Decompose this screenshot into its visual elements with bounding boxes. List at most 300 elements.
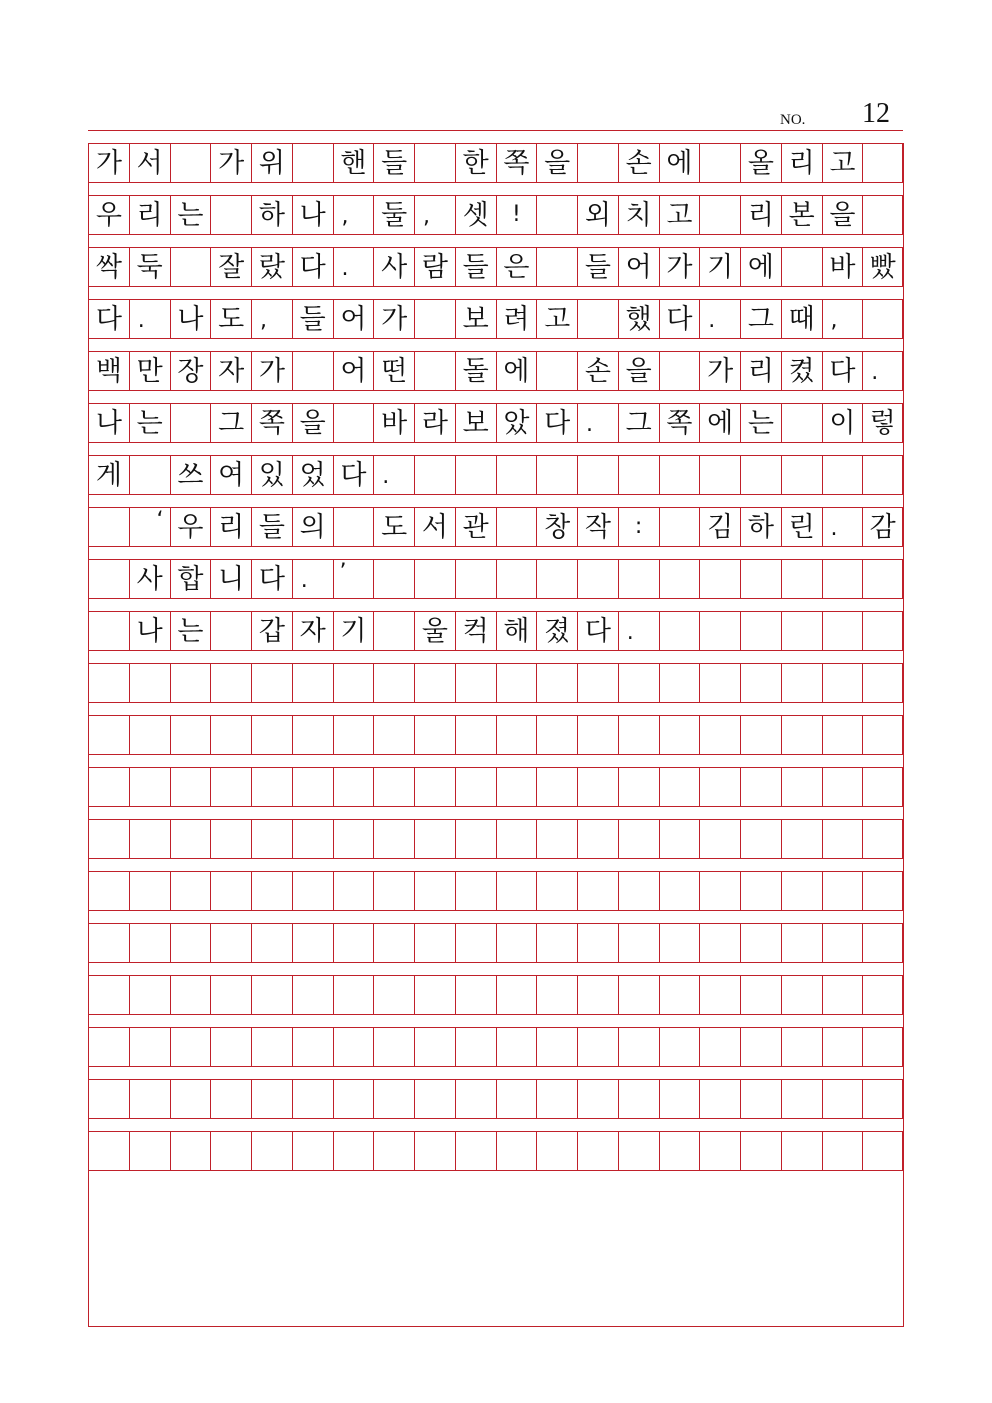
- grid-cell: [210, 923, 251, 963]
- grid-cell: [292, 143, 333, 183]
- grid-cell: 핸: [333, 143, 374, 183]
- grid-cell: [129, 819, 170, 859]
- grid-cell: 리: [740, 351, 781, 391]
- grid-cell: [496, 1027, 537, 1067]
- grid-cell: [740, 1079, 781, 1119]
- grid-cell: 장: [170, 351, 211, 391]
- grid-cell: 사: [373, 247, 414, 287]
- grid-cell: [659, 611, 700, 651]
- grid-cell: [699, 455, 740, 495]
- grid-cell: 고: [659, 195, 700, 235]
- grid-cell: [251, 715, 292, 755]
- grid-cell: 들: [373, 143, 414, 183]
- grid-cell: [822, 871, 863, 911]
- grid-cell: [373, 975, 414, 1015]
- grid-cell: 위: [251, 143, 292, 183]
- grid-cell: [618, 1079, 659, 1119]
- grid-cell: [455, 975, 496, 1015]
- grid-cell: [659, 507, 700, 547]
- grid-cell: [455, 663, 496, 703]
- grid-cell: [781, 1079, 822, 1119]
- grid-cell: [659, 975, 700, 1015]
- grid-cell: 우: [88, 195, 129, 235]
- grid-cell: [88, 1027, 129, 1067]
- grid-row: [88, 247, 903, 287]
- grid-cell: [129, 1027, 170, 1067]
- grid-cell: 니: [210, 559, 251, 599]
- grid-cell: [536, 1131, 577, 1171]
- grid-cell: .: [333, 247, 374, 287]
- grid-cell: [862, 1027, 903, 1067]
- grid-cell: 다: [333, 455, 374, 495]
- grid-row: [88, 195, 903, 235]
- grid-cell: 가: [373, 299, 414, 339]
- grid-cell: [577, 1131, 618, 1171]
- grid-cell: [292, 1131, 333, 1171]
- grid-cell: [455, 715, 496, 755]
- grid-cell: [659, 1079, 700, 1119]
- grid-cell: [577, 871, 618, 911]
- grid-row: [88, 663, 903, 703]
- grid-cell: [414, 819, 455, 859]
- grid-cell: [414, 975, 455, 1015]
- grid-cell: [496, 819, 537, 859]
- grid-cell: 에: [496, 351, 537, 391]
- grid-cell: [210, 1131, 251, 1171]
- grid-cell: [822, 663, 863, 703]
- grid-cell: [333, 403, 374, 443]
- grid-cell: [129, 923, 170, 963]
- grid-cell: [536, 195, 577, 235]
- grid-cell: [373, 1131, 414, 1171]
- grid-cell: [210, 195, 251, 235]
- grid-cell: 떤: [373, 351, 414, 391]
- grid-cell: [170, 1079, 211, 1119]
- grid-cell: [740, 819, 781, 859]
- grid-cell: [862, 559, 903, 599]
- grid-cell: [822, 611, 863, 651]
- grid-cell: [88, 611, 129, 651]
- grid-cell: 는: [740, 403, 781, 443]
- grid-row: [88, 767, 903, 807]
- grid-cell: 는: [170, 611, 211, 651]
- grid-cell: .: [373, 455, 414, 495]
- grid-cell: [740, 923, 781, 963]
- grid-cell: [170, 1027, 211, 1067]
- grid-cell: 손: [577, 351, 618, 391]
- grid-cell: [781, 715, 822, 755]
- grid-cell: [414, 1027, 455, 1067]
- grid-cell: [373, 715, 414, 755]
- grid-cell: [373, 1027, 414, 1067]
- grid-cell: [536, 559, 577, 599]
- grid-cell: 의: [292, 507, 333, 547]
- grid-cell: [170, 975, 211, 1015]
- grid-cell: 라: [414, 403, 455, 443]
- grid-cell: [699, 715, 740, 755]
- grid-cell: [699, 975, 740, 1015]
- grid-cell: .: [822, 507, 863, 547]
- grid-cell: 싹: [88, 247, 129, 287]
- grid-cell: [292, 923, 333, 963]
- grid-cell: [455, 1131, 496, 1171]
- grid-cell: [292, 975, 333, 1015]
- grid-cell: ,: [822, 299, 863, 339]
- grid-cell: [414, 559, 455, 599]
- grid-cell: 들: [292, 299, 333, 339]
- grid-cell: [210, 871, 251, 911]
- grid-cell: 보: [455, 299, 496, 339]
- grid-cell: 랐: [251, 247, 292, 287]
- grid-cell: [88, 975, 129, 1015]
- grid-cell: [781, 247, 822, 287]
- grid-cell: [414, 663, 455, 703]
- grid-cell: [333, 819, 374, 859]
- grid-cell: [170, 923, 211, 963]
- grid-cell: [496, 715, 537, 755]
- grid-cell: [618, 871, 659, 911]
- grid-cell: [781, 871, 822, 911]
- grid-cell: [577, 143, 618, 183]
- grid-cell: [659, 715, 700, 755]
- grid-cell: [455, 819, 496, 859]
- grid-cell: [210, 819, 251, 859]
- grid-cell: [496, 507, 537, 547]
- grid-cell: 나: [170, 299, 211, 339]
- grid-cell: ,: [251, 299, 292, 339]
- grid-cell: [373, 1079, 414, 1119]
- grid-cell: [251, 663, 292, 703]
- grid-row: [88, 351, 903, 391]
- grid-cell: [414, 715, 455, 755]
- grid-cell: [659, 871, 700, 911]
- grid-cell: 했: [618, 299, 659, 339]
- grid-cell: 하: [740, 507, 781, 547]
- grid-row: [88, 1027, 903, 1067]
- grid-cell: [251, 767, 292, 807]
- grid-cell: 다: [536, 403, 577, 443]
- grid-cell: [536, 351, 577, 391]
- header-rule: [88, 130, 903, 131]
- grid-cell: [618, 715, 659, 755]
- grid-row: [88, 1079, 903, 1119]
- grid-cell: 해: [496, 611, 537, 651]
- grid-cell: 셋: [455, 195, 496, 235]
- grid-cell: 나: [88, 403, 129, 443]
- grid-cell: [618, 455, 659, 495]
- grid-row: [88, 507, 903, 547]
- grid-cell: [414, 923, 455, 963]
- grid-cell: [577, 923, 618, 963]
- grid-cell: [496, 663, 537, 703]
- grid-cell: [170, 247, 211, 287]
- grid-cell: [373, 767, 414, 807]
- grid-cell: [577, 715, 618, 755]
- grid-cell: [781, 1027, 822, 1067]
- grid-cell: 본: [781, 195, 822, 235]
- grid-cell: [618, 1131, 659, 1171]
- grid-cell: [862, 663, 903, 703]
- grid-cell: [292, 663, 333, 703]
- grid-cell: [292, 819, 333, 859]
- grid-cell: [292, 1079, 333, 1119]
- grid-cell: [740, 767, 781, 807]
- grid-cell: .: [292, 559, 333, 599]
- grid-row: [88, 923, 903, 963]
- grid-cell: [88, 507, 129, 547]
- grid-row: [88, 455, 903, 495]
- grid-cell: 다: [251, 559, 292, 599]
- grid-cell: [414, 143, 455, 183]
- grid-cell: 한: [455, 143, 496, 183]
- grid-cell: [862, 1079, 903, 1119]
- grid-cell: [822, 559, 863, 599]
- grid-cell: [333, 923, 374, 963]
- grid-cell: 람: [414, 247, 455, 287]
- grid-cell: [577, 1079, 618, 1119]
- grid-cell: 다: [659, 299, 700, 339]
- grid-cell: 을: [292, 403, 333, 443]
- grid-cell: [333, 1079, 374, 1119]
- grid-cell: 기: [333, 611, 374, 651]
- grid-cell: [740, 715, 781, 755]
- grid-cell: [740, 1027, 781, 1067]
- grid-cell: 관: [455, 507, 496, 547]
- grid-row: [88, 871, 903, 911]
- grid-cell: [781, 663, 822, 703]
- grid-cell: [455, 767, 496, 807]
- grid-cell: [88, 559, 129, 599]
- grid-cell: [210, 663, 251, 703]
- grid-cell: [333, 767, 374, 807]
- grid-cell: 감: [862, 507, 903, 547]
- grid-cell: [496, 975, 537, 1015]
- grid-cell: 는: [129, 403, 170, 443]
- grid-cell: [455, 455, 496, 495]
- grid-cell: [414, 1131, 455, 1171]
- grid-cell: 쪽: [251, 403, 292, 443]
- grid-row: [88, 975, 903, 1015]
- grid-cell: 가: [659, 247, 700, 287]
- grid-cell: [659, 819, 700, 859]
- grid-cell: 다: [822, 351, 863, 391]
- grid-cell: [170, 1131, 211, 1171]
- grid-cell: 바: [373, 403, 414, 443]
- grid-cell: [862, 143, 903, 183]
- grid-cell: 들: [577, 247, 618, 287]
- grid-cell: 도: [210, 299, 251, 339]
- grid-row: [88, 143, 903, 183]
- grid-cell: [740, 975, 781, 1015]
- grid-cell: [251, 923, 292, 963]
- grid-cell: [88, 819, 129, 859]
- grid-cell: 어: [618, 247, 659, 287]
- grid-cell: ’: [333, 559, 374, 599]
- grid-cell: [781, 455, 822, 495]
- page-number-header: [740, 98, 900, 130]
- grid-cell: [496, 767, 537, 807]
- grid-cell: 켰: [781, 351, 822, 391]
- grid-cell: [618, 975, 659, 1015]
- grid-cell: !: [496, 195, 537, 235]
- grid-cell: [536, 715, 577, 755]
- grid-cell: [577, 819, 618, 859]
- grid-cell: [740, 611, 781, 651]
- grid-cell: 그: [740, 299, 781, 339]
- grid-cell: [740, 871, 781, 911]
- grid-cell: 에: [740, 247, 781, 287]
- grid-cell: 을: [822, 195, 863, 235]
- grid-cell: [496, 559, 537, 599]
- grid-cell: 바: [822, 247, 863, 287]
- grid-cell: .: [577, 403, 618, 443]
- grid-cell: 리: [129, 195, 170, 235]
- grid-cell: [496, 1079, 537, 1119]
- grid-cell: [822, 1079, 863, 1119]
- grid-cell: 렇: [862, 403, 903, 443]
- grid-cell: [781, 559, 822, 599]
- grid-cell: 사: [129, 559, 170, 599]
- grid-row: [88, 403, 903, 443]
- grid-cell: [414, 299, 455, 339]
- grid-cell: [699, 143, 740, 183]
- grid-cell: [862, 715, 903, 755]
- grid-cell: [170, 143, 211, 183]
- grid-cell: ,: [414, 195, 455, 235]
- grid-cell: [659, 923, 700, 963]
- grid-cell: 나: [292, 195, 333, 235]
- grid-cell: [536, 455, 577, 495]
- grid-row: [88, 1131, 903, 1171]
- grid-cell: [699, 1079, 740, 1119]
- grid-cell: [414, 1079, 455, 1119]
- grid-cell: [292, 351, 333, 391]
- grid-cell: 가: [210, 143, 251, 183]
- grid-cell: 외: [577, 195, 618, 235]
- grid-cell: [292, 715, 333, 755]
- grid-cell: [577, 559, 618, 599]
- grid-cell: [292, 767, 333, 807]
- grid-cell: [781, 975, 822, 1015]
- grid-cell: ‘: [129, 507, 170, 547]
- grid-cell: 때: [781, 299, 822, 339]
- grid-cell: 그: [618, 403, 659, 443]
- grid-cell: [129, 1079, 170, 1119]
- grid-cell: [333, 507, 374, 547]
- grid-cell: 쪽: [659, 403, 700, 443]
- grid-cell: 컥: [455, 611, 496, 651]
- grid-cell: [88, 1079, 129, 1119]
- grid-cell: [251, 975, 292, 1015]
- grid-cell: [618, 767, 659, 807]
- grid-cell: 쪽: [496, 143, 537, 183]
- grid-cell: [659, 767, 700, 807]
- grid-cell: [414, 767, 455, 807]
- grid-cell: 여: [210, 455, 251, 495]
- grid-cell: .: [862, 351, 903, 391]
- grid-cell: [129, 975, 170, 1015]
- grid-cell: [781, 767, 822, 807]
- grid-cell: [862, 923, 903, 963]
- grid-cell: 하: [251, 195, 292, 235]
- grid-cell: 손: [618, 143, 659, 183]
- grid-cell: [373, 663, 414, 703]
- grid-cell: [496, 923, 537, 963]
- grid-cell: [536, 1027, 577, 1067]
- grid-cell: [129, 715, 170, 755]
- grid-cell: [862, 299, 903, 339]
- grid-cell: 다: [292, 247, 333, 287]
- grid-cell: [862, 871, 903, 911]
- grid-cell: 리: [781, 143, 822, 183]
- grid-cell: [496, 1131, 537, 1171]
- grid-cell: 가: [88, 143, 129, 183]
- grid-cell: [659, 559, 700, 599]
- grid-cell: [170, 767, 211, 807]
- grid-cell: 자: [210, 351, 251, 391]
- grid-cell: 었: [292, 455, 333, 495]
- grid-cell: 서: [129, 143, 170, 183]
- grid-cell: [210, 767, 251, 807]
- grid-cell: [88, 1131, 129, 1171]
- grid-cell: [170, 819, 211, 859]
- grid-cell: .: [129, 299, 170, 339]
- grid-cell: [536, 1079, 577, 1119]
- grid-cell: 고: [536, 299, 577, 339]
- grid-cell: [577, 455, 618, 495]
- grid-cell: [862, 195, 903, 235]
- grid-cell: 이: [822, 403, 863, 443]
- page-number-label: NO.: [780, 112, 806, 128]
- grid-cell: [699, 819, 740, 859]
- grid-cell: [414, 455, 455, 495]
- grid-row: [88, 299, 903, 339]
- grid-cell: [129, 1131, 170, 1171]
- grid-cell: [536, 819, 577, 859]
- grid-cell: [740, 1131, 781, 1171]
- grid-cell: [251, 819, 292, 859]
- grid-cell: 치: [618, 195, 659, 235]
- grid-cell: [618, 923, 659, 963]
- grid-cell: [210, 715, 251, 755]
- grid-cell: [577, 975, 618, 1015]
- grid-cell: 들: [251, 507, 292, 547]
- grid-cell: 린: [781, 507, 822, 547]
- grid-cell: [822, 923, 863, 963]
- grid-cell: 창: [536, 507, 577, 547]
- grid-cell: 리: [210, 507, 251, 547]
- grid-cell: 도: [373, 507, 414, 547]
- grid-cell: 어: [333, 299, 374, 339]
- grid-cell: [129, 767, 170, 807]
- grid-cell: [781, 1131, 822, 1171]
- grid-cell: [740, 455, 781, 495]
- grid-cell: [455, 559, 496, 599]
- grid-cell: 에: [699, 403, 740, 443]
- grid-row: [88, 819, 903, 859]
- grid-cell: [251, 1079, 292, 1119]
- grid-cell: [373, 871, 414, 911]
- grid-cell: 작: [577, 507, 618, 547]
- grid-cell: 있: [251, 455, 292, 495]
- grid-cell: [455, 1079, 496, 1119]
- grid-cell: .: [699, 299, 740, 339]
- grid-cell: [577, 1027, 618, 1067]
- grid-cell: 기: [699, 247, 740, 287]
- grid-cell: [536, 923, 577, 963]
- grid-cell: [699, 1027, 740, 1067]
- grid-cell: [129, 871, 170, 911]
